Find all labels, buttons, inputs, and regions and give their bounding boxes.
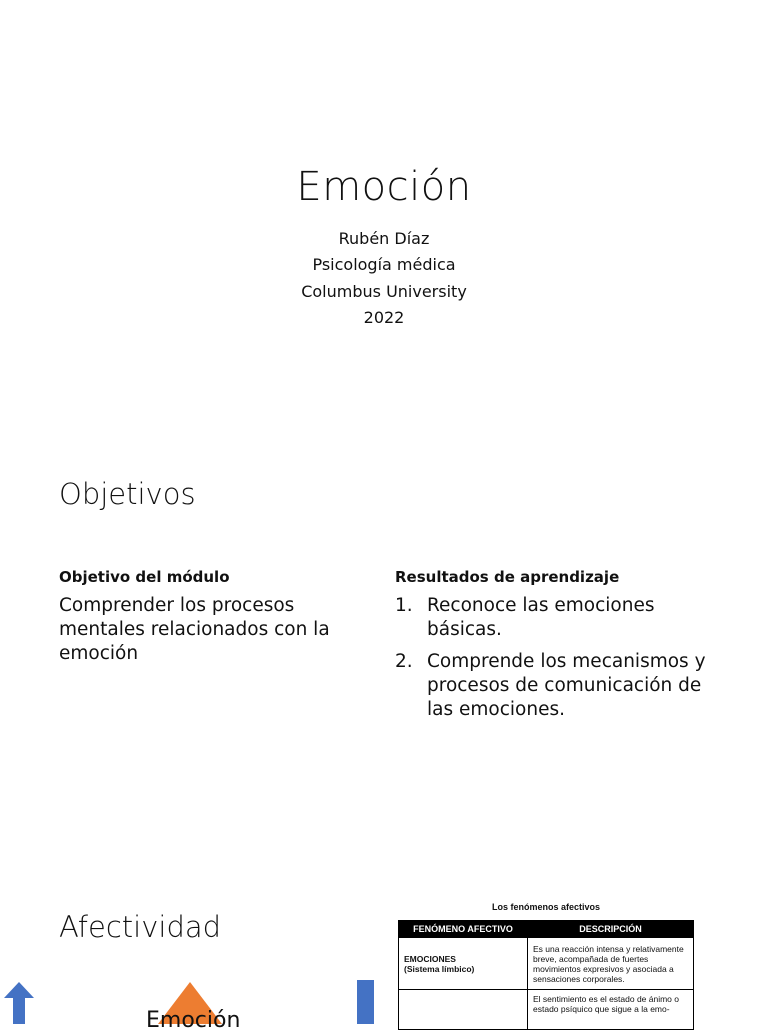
table-title: Los fenómenos afectivos [491, 902, 601, 912]
affective-phenomena-table [398, 920, 694, 1030]
module-objective-text: Comprender los procesos mentales relacionados con la emoción [59, 595, 330, 664]
year: 2022 [363, 308, 405, 327]
description-cell: Es una reacción intensa y relativamente breve, acompañada de fuertes movimientos expresivos y asociada a sensaciones corporales. [528, 938, 694, 990]
outcome-number: 2. [395, 651, 413, 672]
outcome-item [395, 594, 715, 642]
course-name: Psicología médica [312, 255, 456, 274]
table-header-cell: DESCRIPCIÓN [528, 921, 694, 938]
author-name: Rubén Díaz [338, 229, 430, 248]
learning-outcomes-list [395, 594, 715, 730]
phenomenon-name: EMOCIONES [404, 953, 456, 964]
objectives-title: Objetivos [59, 477, 196, 511]
table-header-cell: FENÓMENO AFECTIVO [399, 921, 528, 938]
phenomenon-cell [399, 938, 528, 990]
slide-title: Emoción [296, 164, 472, 210]
phenomenon-sub: (Sistema límbico) [404, 963, 475, 974]
outcome-text: Reconoce las emociones básicas. [427, 595, 655, 640]
affectivity-title: Afectividad [59, 910, 222, 944]
diagram-label: Emoción [146, 1008, 241, 1033]
module-objective-heading: Objetivo del módulo [59, 568, 230, 586]
table-row [399, 938, 694, 990]
university-name: Columbus University [301, 282, 467, 301]
outcome-number: 1. [395, 595, 413, 616]
table-header-row [399, 921, 694, 938]
arrow-up-icon [4, 982, 34, 1024]
blue-bar-shape [357, 980, 374, 1024]
outcome-text: Comprende los mecanismos y procesos de comunicación de las emociones. [427, 651, 706, 720]
outcome-item [395, 650, 715, 722]
learning-outcomes-heading: Resultados de aprendizaje [395, 568, 620, 586]
description-cell: El sentimiento es el estado de ánimo o estado psíquico que sigue a la emo- [528, 990, 694, 1030]
